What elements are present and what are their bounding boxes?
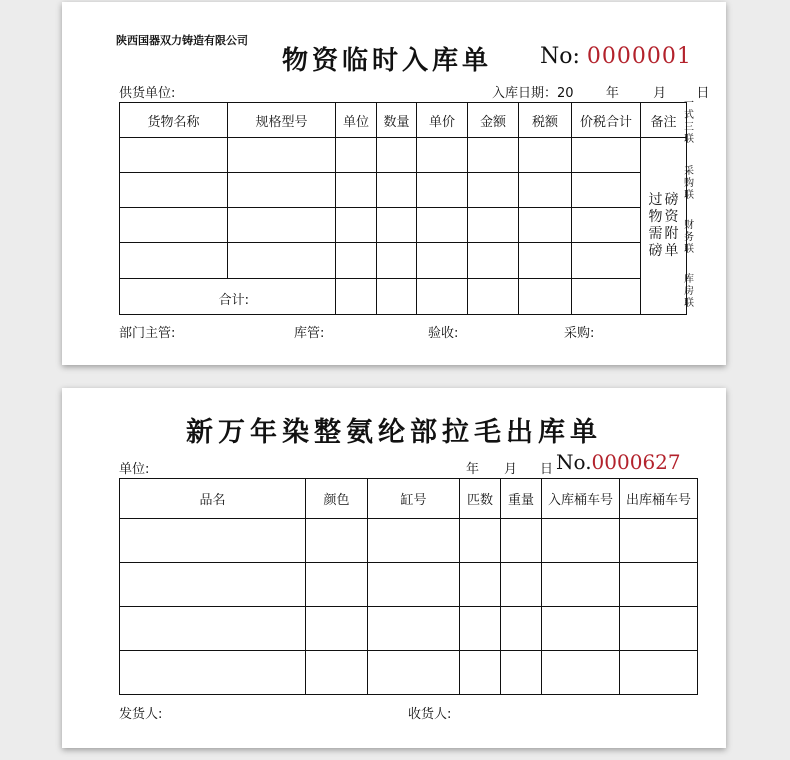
date-month: 月	[653, 86, 667, 101]
col-header: 入库桶车号	[542, 479, 620, 519]
table-row	[120, 208, 687, 243]
remark-char: 磅	[664, 192, 679, 208]
table-cell[interactable]	[120, 651, 306, 695]
date-prefix: 入库日期：20	[492, 86, 574, 101]
table-cell[interactable]	[368, 519, 460, 563]
col-header: 重量	[501, 479, 542, 519]
table-cell[interactable]	[572, 208, 641, 243]
remark-char: 物	[648, 209, 663, 225]
total-row	[120, 279, 687, 315]
outbound-form-sheet	[62, 388, 726, 748]
date-month: 月	[504, 462, 518, 477]
table-cell[interactable]	[377, 208, 417, 243]
table-cell[interactable]	[120, 138, 228, 173]
remark-char: 附	[664, 226, 679, 242]
col-header: 单价	[417, 103, 468, 138]
copy-label: 一式三联	[684, 98, 694, 145]
table-cell[interactable]	[519, 279, 572, 315]
form-number	[556, 450, 681, 474]
table-cell[interactable]	[228, 173, 336, 208]
date-day: 日	[696, 86, 710, 101]
signature-purchase: 采购:	[564, 326, 595, 341]
table-cell[interactable]	[519, 243, 572, 279]
table-cell[interactable]	[306, 607, 368, 651]
remark-cell	[641, 138, 687, 315]
table-cell[interactable]	[460, 563, 501, 607]
table-cell[interactable]	[572, 279, 641, 315]
table-cell[interactable]	[519, 208, 572, 243]
table-cell[interactable]	[542, 607, 620, 651]
remark-char: 资	[664, 209, 679, 225]
table-cell[interactable]	[519, 138, 572, 173]
col-header: 备注	[641, 103, 687, 138]
copy-label: 财务联	[684, 220, 694, 255]
table-cell[interactable]	[336, 173, 377, 208]
table-cell[interactable]	[228, 208, 336, 243]
table-row	[120, 519, 698, 563]
table-row	[120, 173, 687, 208]
inbound-form-sheet	[62, 2, 726, 365]
table-cell[interactable]	[460, 519, 501, 563]
col-header: 颜色	[306, 479, 368, 519]
table-cell[interactable]	[417, 279, 468, 315]
table-cell[interactable]	[120, 607, 306, 651]
table-header-row	[120, 103, 687, 138]
table-cell[interactable]	[620, 651, 698, 695]
copy-label: 采购联	[684, 166, 694, 201]
table-cell[interactable]	[368, 563, 460, 607]
signature-warehouse: 库管:	[294, 326, 325, 341]
supplier-label: 供货单位:	[119, 86, 176, 101]
form-title: 物资临时入库单	[282, 46, 493, 76]
col-header: 价税合计	[572, 103, 641, 138]
table-cell[interactable]	[336, 243, 377, 279]
col-header: 匹数	[460, 479, 501, 519]
col-header: 税额	[519, 103, 572, 138]
table-row	[120, 651, 698, 695]
table-cell[interactable]	[377, 279, 417, 315]
table-cell[interactable]	[460, 651, 501, 695]
col-header: 品名	[120, 479, 306, 519]
table-cell[interactable]	[542, 563, 620, 607]
table-cell[interactable]	[572, 173, 641, 208]
table-cell[interactable]	[120, 563, 306, 607]
remark-char: 磅	[648, 243, 663, 259]
signature-dept-head: 部门主管:	[119, 326, 176, 341]
form-title: 新万年染整氨纶部拉毛出库单	[186, 417, 602, 448]
table-cell[interactable]	[336, 208, 377, 243]
table-row	[120, 607, 698, 651]
table-cell[interactable]	[468, 279, 519, 315]
remark-char: 单	[664, 243, 679, 259]
table-cell[interactable]	[368, 651, 460, 695]
table-cell[interactable]	[120, 243, 228, 279]
table-cell[interactable]	[468, 208, 519, 243]
col-header: 出库桶车号	[620, 479, 698, 519]
col-header: 货物名称	[120, 103, 228, 138]
date-year: 年	[466, 462, 480, 477]
remark-column	[649, 192, 663, 260]
table-cell[interactable]	[519, 173, 572, 208]
table-row	[120, 138, 687, 173]
copy-label: 库房联	[684, 274, 694, 309]
inbound-items-table	[119, 102, 687, 315]
table-cell[interactable]	[306, 519, 368, 563]
date-year: 年	[605, 86, 619, 101]
table-cell[interactable]	[377, 138, 417, 173]
col-header: 缸号	[368, 479, 460, 519]
table-cell[interactable]	[501, 651, 542, 695]
table-cell[interactable]	[417, 173, 468, 208]
table-cell[interactable]	[542, 519, 620, 563]
unit-label: 单位:	[119, 462, 150, 477]
form-number-label: No:	[540, 44, 580, 69]
company-name: 陕西国器双力铸造有限公司	[116, 34, 248, 47]
table-cell[interactable]	[228, 138, 336, 173]
table-cell[interactable]	[620, 607, 698, 651]
table-cell[interactable]	[120, 208, 228, 243]
table-row	[120, 563, 698, 607]
col-header: 规格型号	[228, 103, 336, 138]
col-header: 金额	[468, 103, 519, 138]
remark-column	[665, 192, 679, 260]
table-cell[interactable]	[417, 243, 468, 279]
remark-char: 过	[648, 192, 663, 208]
table-cell[interactable]	[572, 243, 641, 279]
table-cell[interactable]	[417, 138, 468, 173]
table-row	[120, 243, 687, 279]
outbound-items-table	[119, 478, 698, 695]
table-cell[interactable]	[336, 279, 377, 315]
table-cell[interactable]	[620, 563, 698, 607]
table-cell[interactable]	[468, 138, 519, 173]
total-label: 合计:	[120, 279, 336, 315]
table-cell[interactable]	[377, 173, 417, 208]
table-cell[interactable]	[542, 651, 620, 695]
inbound-date	[492, 82, 709, 101]
table-cell[interactable]	[460, 607, 501, 651]
table-cell[interactable]	[306, 651, 368, 695]
table-cell[interactable]	[417, 208, 468, 243]
table-cell[interactable]	[501, 519, 542, 563]
col-header: 单位	[336, 103, 377, 138]
table-cell[interactable]	[336, 138, 377, 173]
table-cell[interactable]	[620, 519, 698, 563]
form-number-label: No.	[556, 450, 592, 474]
signature-receiver: 收货人:	[408, 707, 452, 722]
table-cell[interactable]	[468, 173, 519, 208]
table-cell[interactable]	[572, 138, 641, 173]
table-cell[interactable]	[377, 243, 417, 279]
col-header: 数量	[377, 103, 417, 138]
table-cell[interactable]	[228, 243, 336, 279]
form-number	[540, 44, 692, 69]
table-cell[interactable]	[368, 607, 460, 651]
form-number-value: 0000001	[586, 44, 692, 69]
form-number-value: 0000627	[591, 450, 681, 474]
signature-inspection: 验收:	[428, 326, 459, 341]
table-header-row	[120, 479, 698, 519]
table-cell[interactable]	[501, 563, 542, 607]
signature-shipper: 发货人:	[119, 707, 163, 722]
date-day: 日	[540, 462, 554, 477]
table-cell[interactable]	[120, 173, 228, 208]
table-cell[interactable]	[120, 519, 306, 563]
table-cell[interactable]	[306, 563, 368, 607]
remark-char: 需	[648, 226, 663, 242]
table-cell[interactable]	[468, 243, 519, 279]
table-cell[interactable]	[501, 607, 542, 651]
